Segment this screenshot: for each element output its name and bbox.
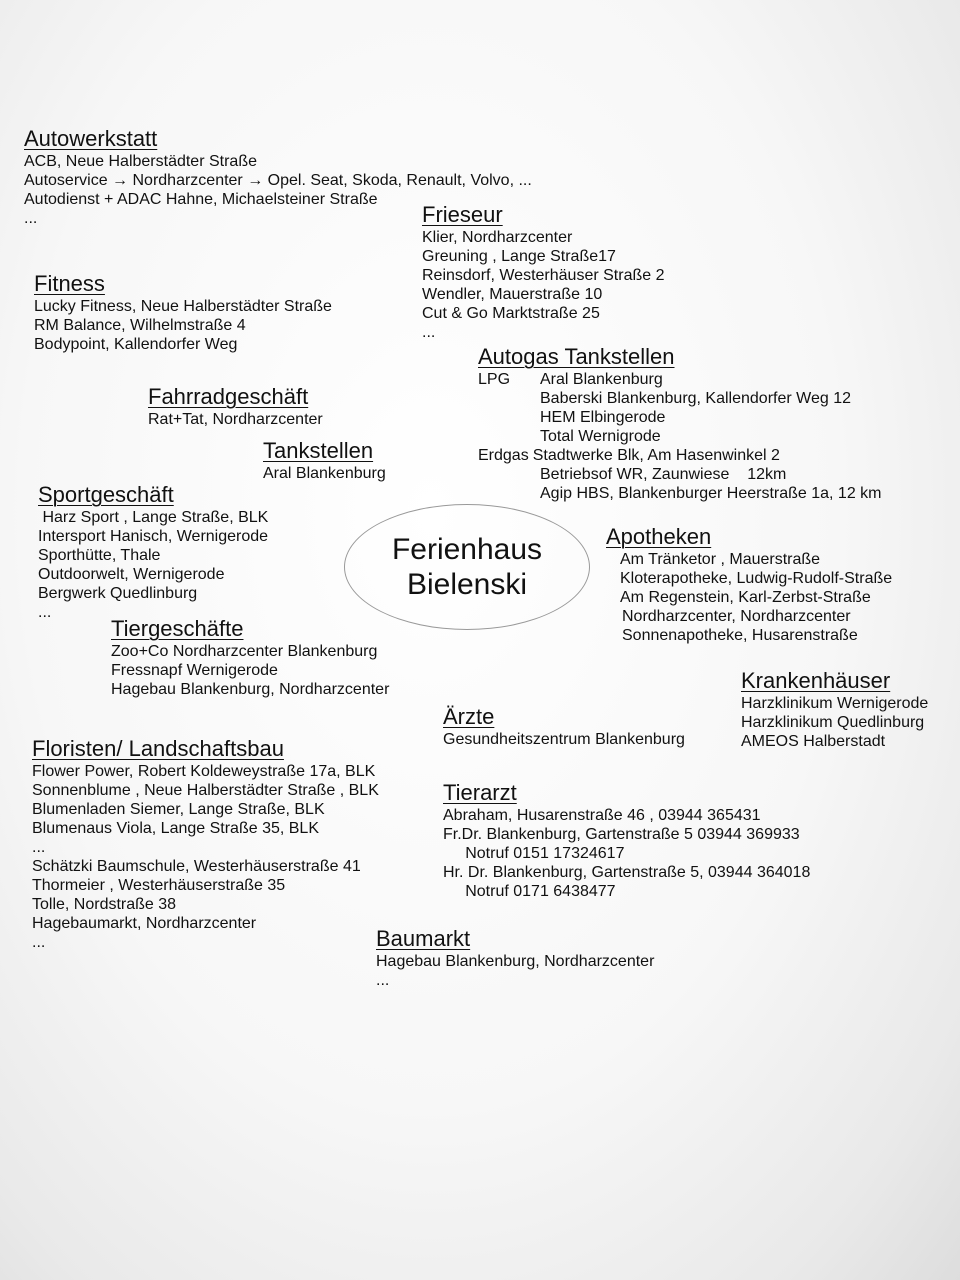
list-item: Fr.Dr. Blankenburg, Gartenstraße 5 03944 369933 (443, 826, 800, 843)
section-tankstellen (263, 438, 386, 483)
section-title: Sportgeschäft (38, 482, 174, 507)
list-item: ACB, Neue Halberstädter Straße (24, 153, 257, 170)
list-item: Gesundheitszentrum Blankenburg (443, 731, 685, 748)
list-item: Betriebsof WR, Zaunwiese 12km (540, 466, 787, 483)
section-title: Fahrradgeschäft (148, 384, 309, 409)
list-item: Flower Power, Robert Koldeweystraße 17a, BLK (32, 763, 376, 780)
list-item: ... (376, 972, 390, 989)
list-item: Zoo+Co Nordharzcenter Blankenburg (111, 643, 378, 660)
section-title: Ärzte (443, 704, 495, 729)
erdgas-row (478, 446, 882, 465)
section-frieseur (422, 202, 664, 342)
list-item: ... (422, 324, 436, 341)
section-title: Baumarkt (376, 926, 471, 951)
list-item: Sporthütte, Thale (38, 547, 161, 564)
section-fahrrad (148, 384, 323, 429)
list-item: Lucky Fitness, Neue Halberstädter Straße (34, 298, 332, 315)
list-item: Harzklinikum Quedlinburg (741, 714, 925, 731)
list-item: AMEOS Halberstadt (741, 733, 886, 750)
section-title: Fitness (34, 271, 105, 296)
list-item: HEM Elbingerode (540, 409, 666, 426)
list-item: Hagebau Blankenburg, Nordharzcenter (111, 681, 390, 698)
list-item: Notruf 0171 6438477 (443, 883, 616, 900)
list-item: ... (32, 839, 46, 856)
list-item: ... (38, 604, 52, 621)
section-title: Tiergeschäfte (111, 616, 244, 641)
section-tier (111, 616, 389, 699)
list-item: Am Tränketor , Mauerstraße (620, 551, 821, 568)
list-item: Reinsdorf, Westerhäuser Straße 2 (422, 267, 665, 284)
center-title-line1: Ferienhaus (391, 533, 543, 566)
section-aerzte (443, 704, 685, 749)
list-item: Harzklinikum Wernigerode (741, 695, 929, 712)
list-item: Klier, Nordharzcenter (422, 229, 573, 246)
list-item: Rat+Tat, Nordharzcenter (148, 411, 323, 428)
list-item: Kloterapotheke, Ludwig-Rudolf-Straße (620, 570, 893, 587)
list-item: Thormeier , Westerhäuserstraße 35 (32, 877, 286, 894)
list-item: Fressnapf Wernigerode (111, 662, 278, 679)
list-item: Autoservice → Nordharzcenter → Opel. Seat, Skoda, Renault, Volvo, ... (24, 172, 532, 189)
list-item: Hagebaumarkt, Nordharzcenter (32, 915, 257, 932)
list-item: Hagebau Blankenburg, Nordharzcenter (376, 953, 655, 970)
list-item: Greuning , Lange Straße17 (422, 248, 616, 265)
list-item: Blumenladen Siemer, Lange Straße, BLK (32, 801, 325, 818)
list-item: Schätzki Baumschule, Westerhäuserstraße 41 (32, 858, 361, 875)
list-item: Tolle, Nordstraße 38 (32, 896, 177, 913)
list-item: Hr. Dr. Blankenburg, Gartenstraße 5, 03944 364018 (443, 864, 811, 881)
section-kranken (741, 668, 928, 751)
section-title: Autogas Tankstellen (478, 344, 675, 369)
list-item: Aral Blankenburg (540, 371, 663, 388)
list-item: Stadtwerke Blk, Am Hasenwinkel 2 (532, 447, 780, 464)
list-item: Aral Blankenburg (263, 465, 386, 482)
erdgas-label: Erdgas (478, 447, 529, 464)
list-item: Baberski Blankenburg, Kallendorfer Weg 12 (540, 390, 851, 407)
list-item: ... (24, 210, 38, 227)
section-autogas (478, 344, 882, 503)
list-item: Intersport Hanisch, Wernigerode (38, 528, 269, 545)
list-item: Blumenaus Viola, Lange Straße 35, BLK (32, 820, 319, 837)
list-item: Bodypoint, Kallendorfer Weg (34, 336, 238, 353)
section-title: Floristen/ Landschaftsbau (32, 736, 284, 761)
list-item: Outdoorwelt, Wernigerode (38, 566, 225, 583)
section-tierarzt (443, 780, 810, 901)
section-title: Krankenhäuser (741, 668, 891, 693)
section-title: Autowerkstatt (24, 126, 158, 151)
list-item: Bergwerk Quedlinburg (38, 585, 198, 602)
section-sport (38, 482, 268, 622)
section-title: Apotheken (606, 524, 712, 549)
list-item: Wendler, Mauerstraße 10 (422, 286, 603, 303)
section-apotheken (606, 524, 892, 645)
list-item: Agip HBS, Blankenburger Heerstraße 1a, 12 km (540, 485, 882, 502)
list-item: ... (32, 934, 46, 951)
list-item: Sonnenapotheke, Husarenstraße (622, 627, 858, 644)
list-item: Total Wernigrode (540, 428, 661, 445)
section-fitness (34, 271, 332, 354)
list-item: RM Balance, Wilhelmstraße 4 (34, 317, 246, 334)
section-floristen (32, 736, 379, 952)
list-item: Nordharzcenter, Nordharzcenter (622, 608, 851, 625)
list-item: Notruf 0151 17324617 (443, 845, 625, 862)
section-title: Frieseur (422, 202, 503, 227)
center-ellipse (344, 504, 590, 630)
center-title-line2: Bielenski (406, 568, 528, 601)
list-item: Cut & Go Marktstraße 25 (422, 305, 600, 322)
list-item: Abraham, Husarenstraße 46 , 03944 365431 (443, 807, 761, 824)
lpg-row (478, 370, 882, 389)
list-item: Autodienst + ADAC Hahne, Michaelsteiner Straße (24, 191, 378, 208)
lpg-label: LPG (478, 371, 511, 388)
section-title: Tankstellen (263, 438, 374, 463)
list-item: Sonnenblume , Neue Halberstädter Straße , BLK (32, 782, 379, 799)
section-title: Tierarzt (443, 780, 517, 805)
list-item: Am Regenstein, Karl-Zerbst-Straße (620, 589, 871, 606)
section-baumarkt (376, 926, 654, 990)
list-item: Harz Sport , Lange Straße, BLK (38, 509, 269, 526)
